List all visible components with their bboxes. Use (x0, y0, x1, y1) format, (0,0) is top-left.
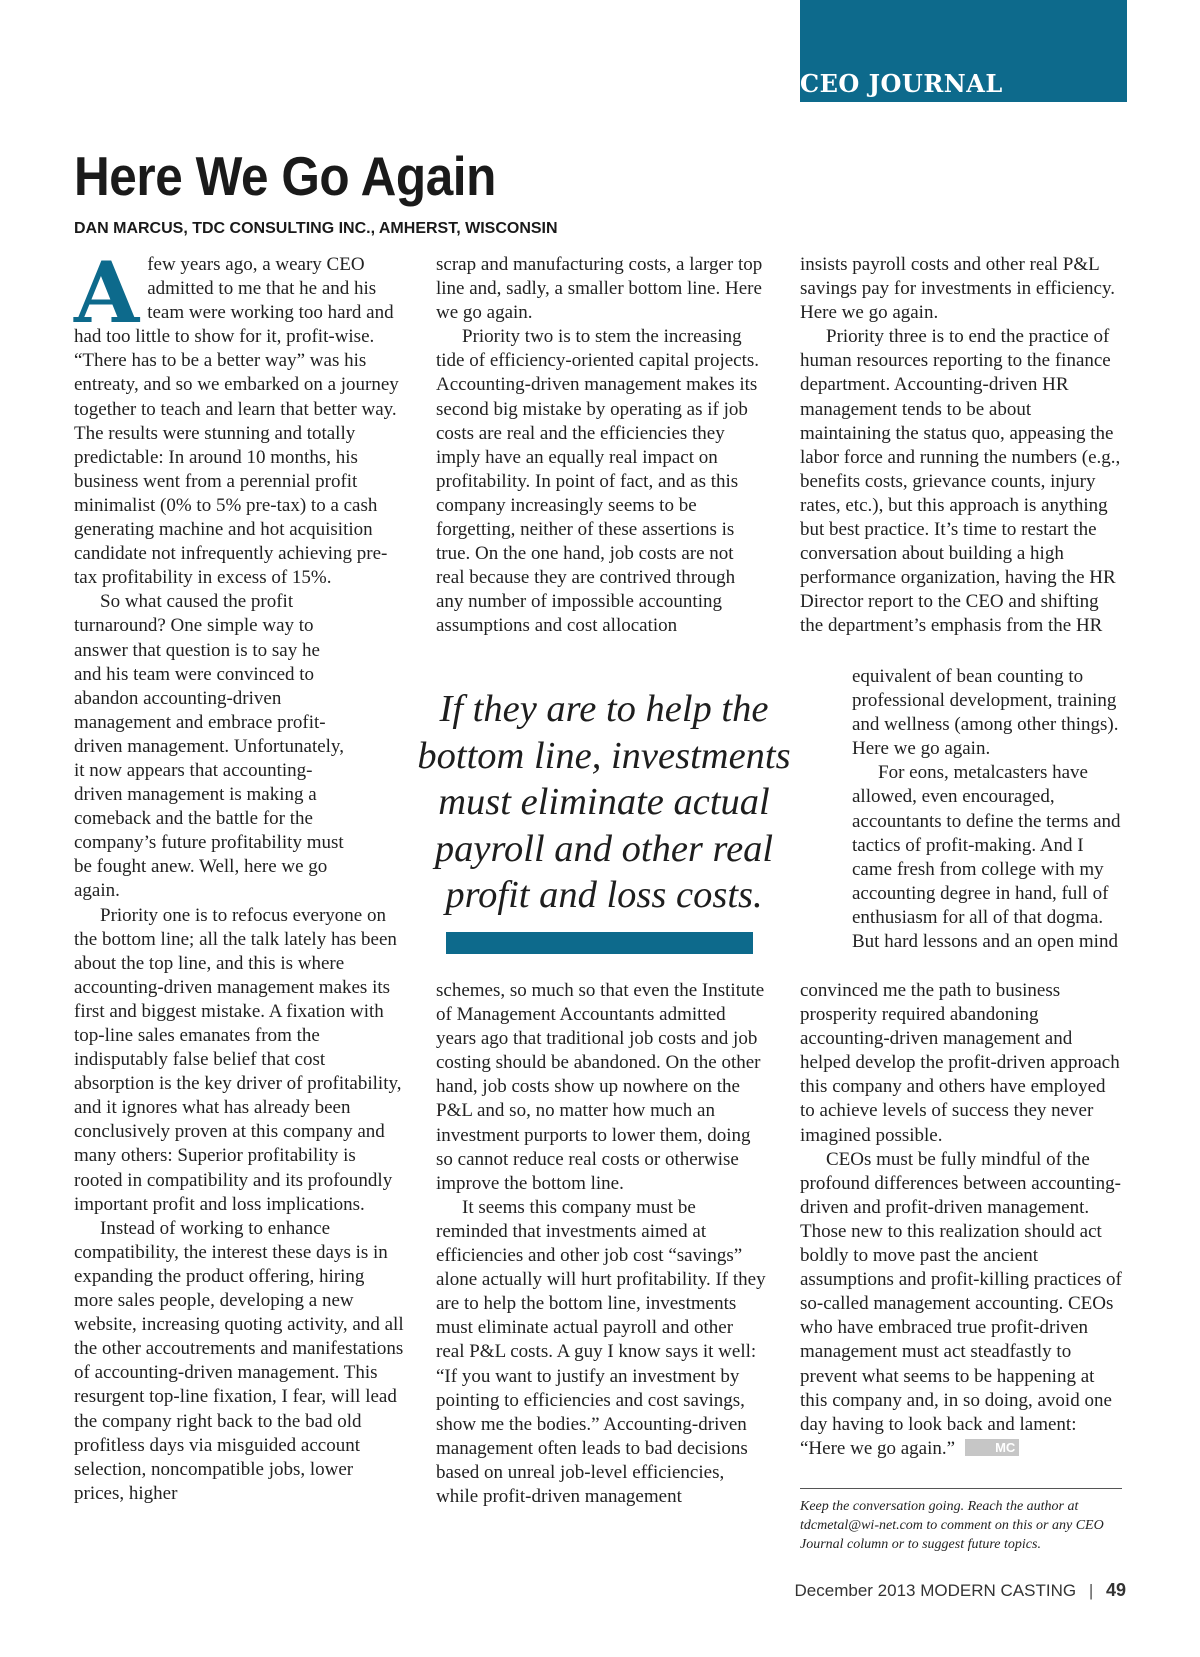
column-1 (74, 243, 404, 1506)
pull-quote: If they are to help the bottom line, investments must eliminate actual payroll and other real profit and loss costs. (417, 688, 791, 916)
end-mark-logo: MC (965, 1439, 1019, 1456)
pull-quote-bar (446, 932, 753, 954)
column-3-bottom (800, 979, 1122, 1461)
publication-name: MODERN CASTING (920, 1581, 1077, 1600)
paragraph-continued: convinced me the path to business prosperity required abandoning accounting-driven management and helped develop the profit-driven approach this company and others have employed to achieve levels of success they never imagined possible. (800, 980, 1120, 1146)
footer-separator: | (1088, 1581, 1094, 1600)
column-2-top (436, 253, 766, 639)
paragraph: Instead of working to enhance compatibility, the interest these days is in expanding the product offering, hiring more sales people, developing a new website, increasing quoting activity, and all the other accoutrements and manifestations of accounting-driven management. This resurgent top-line fixation, I fear, will lead the company right back to the bad old profitless days via misguided account selection, noncompatible jobs, lower prices, higher (74, 1217, 404, 1504)
page-footer (795, 1578, 1126, 1603)
column-3-indented (852, 665, 1122, 954)
paragraph: Priority three is to end the practice of human resources reporting to the finance department. Accounting-driven HR management tends to be about maintaining the status quo, appeasing the labor force and running the numbers (e.g., benefits costs, grievance counts, injury rates, etc.), but this approach is anything but best practice. It’s time to restart the conversation about building a high performance organization, having the HR Director report to the CEO and shifting the department’s emphasis from the HR (800, 326, 1121, 637)
issue-date: December 2013 (794, 1581, 916, 1600)
column-3-top (800, 253, 1122, 639)
paragraph-continued: schemes, so much so that even the Institute of Management Accountants admitted years ago that traditional job costs and job costing should be abandoned. On the other hand, job costs show up nowhere on the P&L and so, no matter how much an investment purports to lower them, doing so cannot reduce real costs or otherwise improve the bottom line. (436, 980, 765, 1194)
page-number: 49 (1105, 1580, 1126, 1600)
paragraph-closing: CEOs must be fully mindful of the profound differences between accounting-driven and profit-driven management. Those new to this realization should act boldly to move past the ancient assumptions and profit-killing practices of so-called management accounting. CEOs who have embraced true profit-driven management must act steadfastly to prevent what seems to be happening at this company and, in so doing, avoid one day having to look back and lament: “Here we go again.” MC (800, 1148, 1122, 1459)
paragraph-continued: insists payroll costs and other real P&L savings pay for investments in efficiency. Here we go again. (800, 254, 1116, 324)
paragraph: Priority two is to stem the increasing tide of efficiency-oriented capital projects. Accounting-driven management makes its second big mistake by operating as if job costs are real and the efficiencies they imply have an equally real impact on profitability. In point of fact, and as this company increasingly seems to be forgetting, neither of these assertions is true. On the one hand, job costs are not real because they are contrived through any number of impossible accounting assumptions and cost allocation (436, 326, 760, 637)
paragraph: So what caused the profit turnaround? One simple way to answer that question is to say he and his team were convinced to abandon accounting-driven management and embrace profit-driven management. Unfortunately, it now appears that accounting-driven management is making a comeback and the battle for the company’s future profitability must be fought anew. Well, here we go again. (74, 591, 344, 902)
byline: DAN MARCUS, TDC CONSULTING INC., AMHERST, WISCONSIN (74, 220, 558, 237)
paragraph: For eons, metalcasters have allowed, even encouraged, accountants to define the terms and tactics of profit-making. And I came fresh from college with my accounting degree in hand, full of enthusiasm for all of that dogma. But hard lessons and an open mind (852, 762, 1121, 953)
section-label: CEO JOURNAL (800, 69, 1003, 98)
divider (800, 1488, 1122, 1489)
author-note: Keep the conversation going. Reach the author at tdcmetal@wi-net.com to comment on this or any CEO Journal column or to suggest future topics. (800, 1499, 1104, 1552)
article-headline: Here We Go Again (74, 145, 496, 207)
paragraph-continued: scrap and manufacturing costs, a larger top line and, sadly, a smaller bottom line. Here we go again. (436, 254, 763, 324)
column-2-bottom (436, 979, 766, 1509)
drop-cap: A (74, 243, 140, 342)
paragraph-intro: Afew years ago, a weary CEO admitted to me that he and his team were working too hard and had too little to show for it, profit-wise. “There has to be a better way” was his entreaty, and so we embarked on a journey together to teach and learn that better way. The results were stunning and totally predictable: In around 10 months, his business went from a perennial profit minimalist (0% to 5% pre-tax) to a cash generating machine and hot acquisition candidate not infrequently achieving pre-tax profitability in excess of 15%. (74, 243, 399, 589)
paragraph-continued: equivalent of bean counting to professional development, training and wellness (among other things). Here we go again. (852, 666, 1119, 760)
paragraph: It seems this company must be reminded that investments aimed at efficiencies and other job cost “savings” alone actually will hurt profitability. If they are to help the bottom line, investments must eliminate actual payroll and other real P&L costs. A guy I know says it well: “If you want to justify an investment by pointing to efficiencies and cost savings, show me the bodies.” Accounting-driven management often leads to bad decisions based on unreal job-level efficiencies, while profit-driven management (436, 1196, 766, 1507)
paragraph: Priority one is to refocus everyone on the bottom line; all the talk lately has been about the top line, and this is where accounting-driven management makes its first and biggest mistake. A fixation with top-line sales emanates from the indisputably false belief that cost absorption is the key driver of profitability, and it ignores what has already been conclusively proven at this company and many others: Superior profitability is rooted in compatibility and its profoundly important profit and loss implications. (74, 904, 402, 1215)
